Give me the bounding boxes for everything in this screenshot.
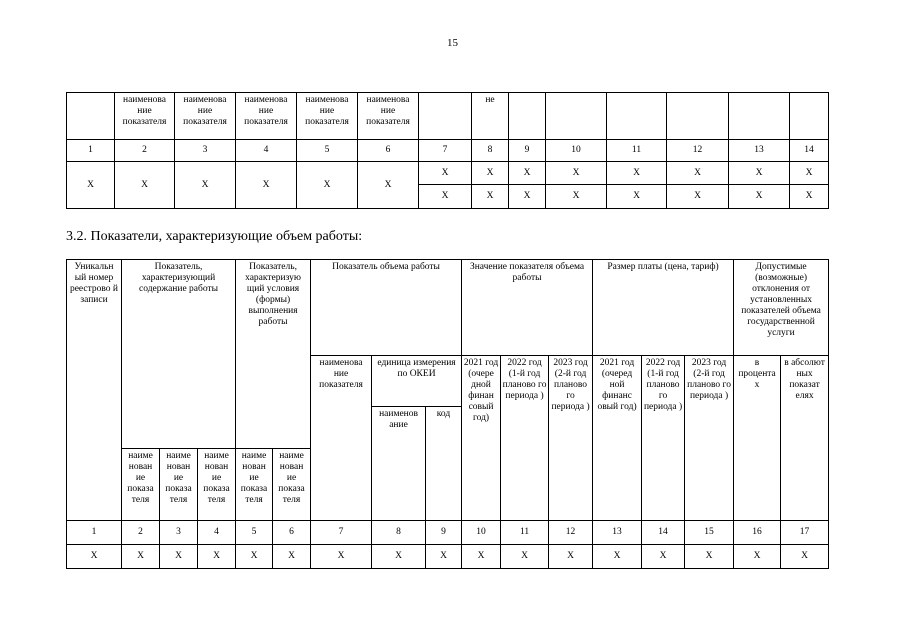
header-sub-indicator: наиме нован ие показа теля [198, 449, 236, 521]
header-value-2021: 2021 год (очере дной финан совый год) [462, 356, 501, 521]
column-number: 9 [509, 140, 546, 162]
column-number: 3 [175, 140, 236, 162]
table-cell: Х [175, 162, 236, 209]
column-number: 2 [122, 521, 160, 545]
table-cell: Х [607, 162, 667, 185]
table-cell: Х [426, 545, 462, 569]
table-cell: Х [236, 545, 273, 569]
table-cell: Х [273, 545, 311, 569]
table-cell [419, 93, 472, 140]
header-value-2023: 2023 год (2-й год планово го периода ) [549, 356, 593, 521]
table-cell: Х [790, 185, 829, 209]
table-cell: Х [729, 185, 790, 209]
table-cell: наименова ние показателя [175, 93, 236, 140]
column-number: 5 [297, 140, 358, 162]
column-number: 10 [546, 140, 607, 162]
table-cell: Х [122, 545, 160, 569]
table-cell: Х [67, 162, 115, 209]
table-cell [67, 93, 115, 140]
column-number: 14 [642, 521, 685, 545]
table-cell [546, 93, 607, 140]
header-unique-number: Уникальн ый номер реестрово й записи [67, 260, 122, 521]
table-cell [729, 93, 790, 140]
table-cell: наименова ние показателя [236, 93, 297, 140]
column-number: 11 [607, 140, 667, 162]
table-cell: Х [198, 545, 236, 569]
header-deviation-percent: в процента х [734, 356, 781, 521]
table-cell: Х [501, 545, 549, 569]
column-number: 17 [781, 521, 829, 545]
column-number: 5 [236, 521, 273, 545]
table-cell: Х [685, 545, 734, 569]
column-number: 4 [198, 521, 236, 545]
column-number: 1 [67, 521, 122, 545]
header-okei-unit: единица измерения по ОКЕИ [372, 356, 462, 407]
table-cell: Х [160, 545, 198, 569]
column-number: 12 [549, 521, 593, 545]
column-number: 13 [729, 140, 790, 162]
table-row [67, 545, 829, 569]
table-cell: Х [546, 162, 607, 185]
table-cell: Х [509, 185, 546, 209]
header-sub-indicator: наиме нован ие показа теля [122, 449, 160, 521]
column-number: 10 [462, 521, 501, 545]
table-cell: наименова ние показателя [297, 93, 358, 140]
table-row [67, 521, 829, 545]
table-row [67, 162, 829, 185]
section-title: 3.2. Показатели, характеризующие объем работы: [66, 229, 363, 244]
column-number: 6 [273, 521, 311, 545]
page-number: 15 [447, 37, 458, 49]
table-cell [509, 93, 546, 140]
table-quality-indicators [66, 92, 829, 209]
column-number: 13 [593, 521, 642, 545]
column-number: 11 [501, 521, 549, 545]
header-content-indicator: Показатель, характеризующий содержание работы [122, 260, 236, 449]
column-number: 9 [426, 521, 462, 545]
table-cell [607, 93, 667, 140]
header-conditions-indicator: Показатель, характеризую щий условия (формы) выполнения работы [236, 260, 311, 449]
table-cell: Х [667, 185, 729, 209]
table-row [67, 260, 829, 356]
column-number: 2 [115, 140, 175, 162]
table-cell: Х [462, 545, 501, 569]
table-cell: Х [372, 545, 426, 569]
header-unit-code: код [426, 407, 462, 521]
table-cell: Х [472, 162, 509, 185]
column-number: 8 [372, 521, 426, 545]
table-cell: Х [419, 162, 472, 185]
table-cell: Х [549, 545, 593, 569]
column-number: 1 [67, 140, 115, 162]
table-cell: Х [236, 162, 297, 209]
column-number: 7 [419, 140, 472, 162]
table-row [67, 140, 829, 162]
column-number: 12 [667, 140, 729, 162]
table-cell: Х [593, 545, 642, 569]
table-cell: не [472, 93, 509, 140]
header-value-2022: 2022 год (1-й год планово го периода ) [501, 356, 549, 521]
column-number: 7 [311, 521, 372, 545]
table-cell [667, 93, 729, 140]
table-cell: Х [311, 545, 372, 569]
header-sub-indicator: наиме нован ие показа теля [273, 449, 311, 521]
table-cell: Х [115, 162, 175, 209]
header-volume-value: Значение показателя объема работы [462, 260, 593, 356]
table-cell: Х [667, 162, 729, 185]
table-cell: Х [67, 545, 122, 569]
table-cell: Х [419, 185, 472, 209]
table-cell: Х [729, 162, 790, 185]
table-cell: Х [509, 162, 546, 185]
table-cell: наименова ние показателя [115, 93, 175, 140]
header-payment-2021: 2021 год (очеред ной финанс овый год) [593, 356, 642, 521]
header-unit-name: наименов ание [372, 407, 426, 521]
column-number: 15 [685, 521, 734, 545]
table-cell: Х [297, 162, 358, 209]
column-number: 8 [472, 140, 509, 162]
column-number: 4 [236, 140, 297, 162]
table-cell: Х [790, 162, 829, 185]
table-cell: Х [358, 162, 419, 209]
header-sub-indicator: наиме нован ие показа теля [160, 449, 198, 521]
header-deviation-absolute: в абсолют ных показат елях [781, 356, 829, 521]
column-number: 6 [358, 140, 419, 162]
column-number: 16 [734, 521, 781, 545]
column-number: 14 [790, 140, 829, 162]
header-payment-size: Размер платы (цена, тариф) [593, 260, 734, 356]
table-cell: наименова ние показателя [358, 93, 419, 140]
column-number: 3 [160, 521, 198, 545]
header-volume-indicator: Показатель объема работы [311, 260, 462, 356]
table-cell: Х [781, 545, 829, 569]
table-cell: Х [642, 545, 685, 569]
header-payment-2022: 2022 год (1-й год планово го периода ) [642, 356, 685, 521]
header-payment-2023: 2023 год (2-й год планово го периода ) [685, 356, 734, 521]
table-cell [790, 93, 829, 140]
header-indicator-name: наименова ние показателя [311, 356, 372, 521]
table-cell: Х [472, 185, 509, 209]
table-cell: Х [607, 185, 667, 209]
header-allowed-deviations: Допустимые (возможные) отклонения от установленных показателей объема государственной услуги [734, 260, 829, 356]
table-volume-indicators [66, 259, 829, 569]
table-cell: Х [734, 545, 781, 569]
table-row [67, 93, 829, 140]
table-cell: Х [546, 185, 607, 209]
header-sub-indicator: наиме нован ие показа теля [236, 449, 273, 521]
